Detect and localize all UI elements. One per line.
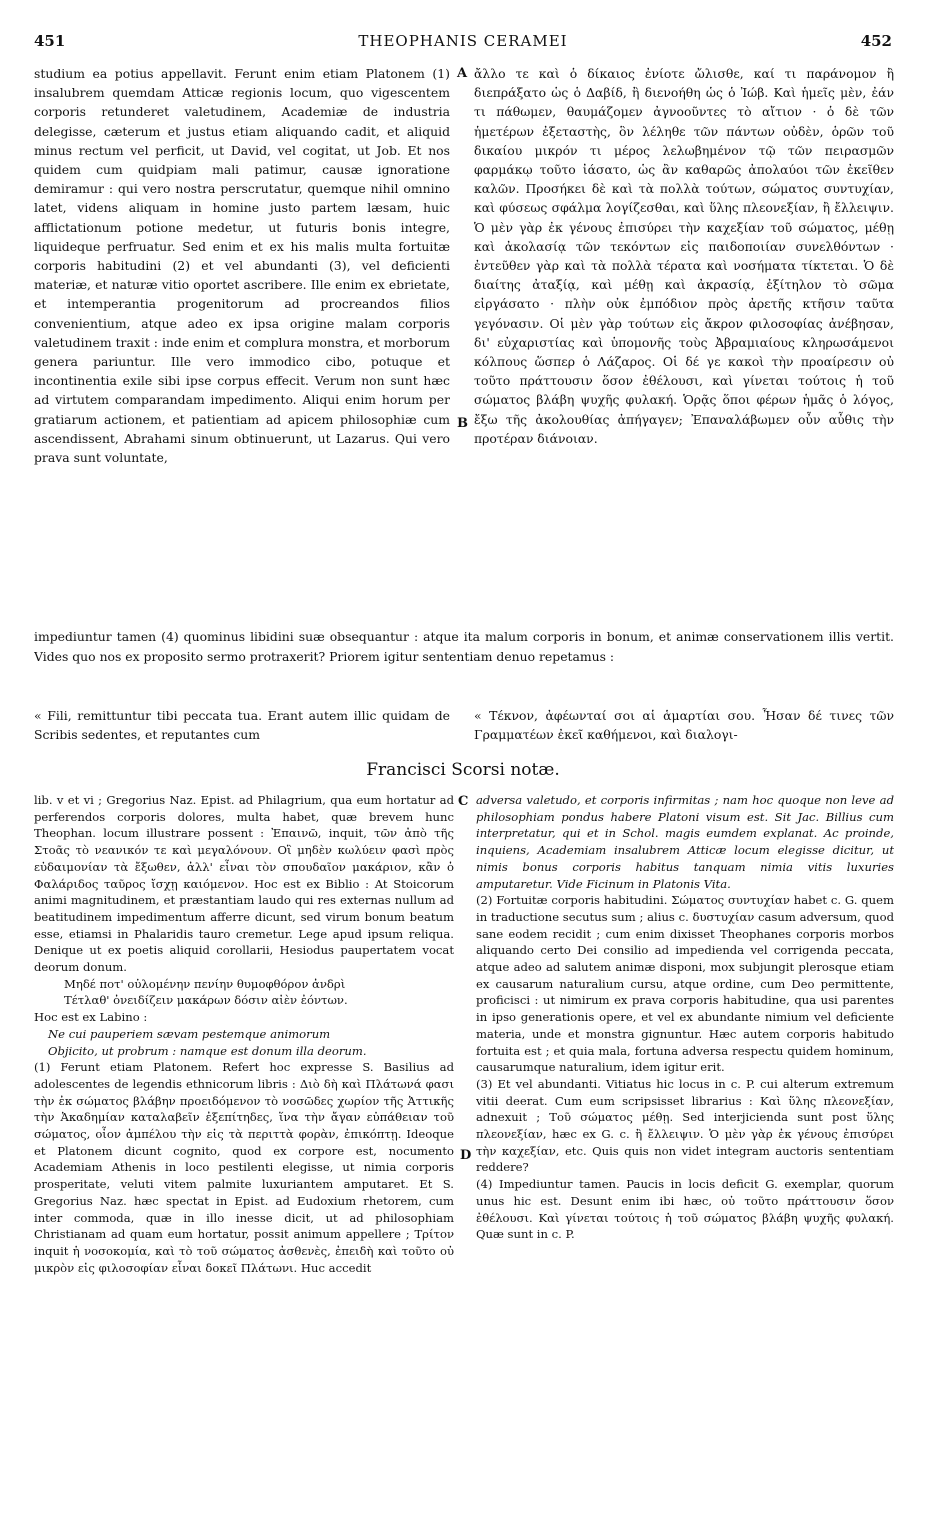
page-number-right: 452 <box>860 32 892 50</box>
page-number-left: 451 <box>34 32 66 50</box>
latin-verse-line: Ne cui pauperiem sævam pestemque animorum <box>48 1026 331 1041</box>
full-width-paragraph: impediuntur tamen (4) quominus libidini suæ obsequantur : atque ita malum corporis in bonum, et animæ conservationem illis vertit. Vides quo nos ex proposito sermo protraxerit? Priorem igitur sententiam denuo repetamus : <box>34 629 894 664</box>
greek-column-top <box>474 64 894 624</box>
note-paragraph: (2) Fortuitæ corporis habitudini. Σώματος συντυχίαν habet c. G. quem in traductione secutus sum ; alius c. δυστυχίαν casum adversum, quod sane eodem recidit ; cum enim dixisset Theophanes corporis morbos aliquando certo Dei consilio ad impedienda vel corrigenda peccata, atque adeo ad salutem animæ disponi, mox subjungit plerosque etiam ex causarum naturalium cursu, atque ordine, cum Deo permittente, proficisci : ut nimirum ex prava corporis habitudine, qua usi parentes in ipso generationis opere, et vel ex abundante nimium vel deficiente materia, unde et monstra gignuntur. Hæc autem corporis habitudo fortuita est ; et quia mala, fortuna adversa respectu quidem hominum, causarumque naturalium, idem igitur erit. <box>476 893 894 1075</box>
notes-heading: Francisci Scorsi notæ. <box>366 760 560 780</box>
section-marker-b: B <box>457 416 468 431</box>
greek-verse-line: Μηδέ ποτ' οὐλομένην πενίην θυμοφθόρον ἀνδρὶ <box>64 976 346 991</box>
notes-left-column <box>34 792 454 1432</box>
greek-column-end <box>474 706 894 754</box>
latin-quote: « Fili, remittuntur tibi peccata tua. Erant autem illic quidam de Scribis sedentes, et reputantes cum <box>34 708 450 743</box>
running-header <box>34 32 892 56</box>
greek-paragraph: ἄλλο τε καὶ ὁ δίκαιος ἐνίοτε ὤλισθε, καί τι παράνομον ἢ διεπράξατο ὡς ὁ Δαβίδ, ἢ διενοήθη ὡς ὁ Ἰώβ. Καὶ ἡμεῖς μὲν, ἐάν τι πάθωμεν, θαυμάζομεν ἀγνοοῦντες τὸ αἴτιον · ὁ δὲ τῶν ἡμετέρων ἐξεταστὴς, ὃν λέληθε τῶν πάντων οὐδὲν, ὁρῶν τοῦ δικαίου μικρόν τι μέρος λελωβημένον τῷ τῶν πειρασμῶν φαρμάκῳ τοῦτο ἰάσατο, ὡς ἂν καθαρῶς ἀπολαύοι τῶν ἐκεῖθεν καλῶν. Προσήκει δὲ καὶ τὰ πολλὰ τούτων, σώματος συντυχίαν, καὶ φύσεως σφάλμα λογίζεσθαι, καὶ ὕλης πλεονεξίαν, ἢ ἔλλειψιν. Ὁ μὲν γὰρ ἐκ γένους ἐπισύρει τὴν καχεξίαν τοῦ σώματος, μέθῃ καὶ ἀκολασίᾳ τῶν τεκόντων εἰς παιδοποιίαν συνελθόντων · ἐντεῦθεν γὰρ καὶ τὰ πολλὰ τέρατα καὶ νοσήματα τίκτεται. Ὁ δὲ διαίτης ἀταξίᾳ, καὶ μέθῃ καὶ ἀκρασίᾳ, ἐξίτηλον τὸ σῶμα εἰργάσατο · πλὴν οὐκ ἐμπόδιον πρὸς ἀρετῆς κτῆσιν ταῦτα γεγόνασιν. Οἱ μὲν γὰρ τούτων εἰς ἄκρον φιλοσοφίας ἀνέβησαν, δι' εὐχαριστίας καὶ ὑπομονῆς τοὺς Ἀβραμιαίους κληρωσάμενοι κόλπους ὥσπερ ὁ Λάζαρος. Οἱ δέ γε κακοὶ τὴν προαίρεσιν οὐ τοῦτο πράττουσιν ὅσον ἐθέλουσι, καὶ γίνεται τούτοις ἡ τοῦ σώματος βλάβη ψυχῆς φυλακή. Ὁρᾷς ὅποι φέρων ἡμᾶς ὁ λόγος, ἔξω τῆς ἀκολουθίας ἀπήγαγεν; Ἐπαναλάβωμεν οὖν αὖθις τὴν προτέραν διάνοιαν. <box>474 66 894 446</box>
latin-paragraph: studium ea potius appellavit. Ferunt enim etiam Platonem (1) insalubrem quemdam Atticæ regionis locum, quo vigescentem corporis retunderet valetudinem, Academiæ de industria delegisse, cæterum et justus etiam aliquando cadit, et aliquid minus rectum vel perficit, ut David, vel cogitat, ut Job. Et nos quidem cum quidpiam mali patimur, causæ ignoratione demiramur : qui vero nostra perscrutatur, quemque nihil omnino latet, videns aliquam in homine justo partem læsam, huic afflictationum potione medetur, ut futuris bonis integre, liquideque perfruatur. Sed enim et ex his malis multa fortuitæ corporis habitudini (2) et vel abundanti (3), vel deficienti materiæ, et naturæ vitio oportet ascribere. Ille enim ex ebrietate, et intemperantia progenitorum ad procreandos filios convenientium, atque adeo ex ipsa origine malam corporis valetudinem traxit : inde enim et complura monstra, et morborum genera pariuntur. Ille vero immodico cibo, potuque et incontinentia exile sibi ipse corpus effecit. Verum non sunt hæc ad virtutem comparandam impedimento. Aliqui enim horum per gratiarum actionem, et patientiam ad apicem philosophiæ cum ascendissent, Abrahami sinum obtinuerunt, ut Lazarus. Qui vero prava sunt voluntate, <box>34 66 450 466</box>
section-marker-c: C <box>458 794 469 809</box>
full-width-text <box>34 627 894 709</box>
note-paragraph: adversa valetudo, et corporis infirmitas ; nam hoc quoque non leve ad philosophiam pondus habere Platoni visum est. Sit Jac. Billius cum interpretatur, qui et in Schol. magis eumdem explanat. Ac proinde, inquiens, Academiam insalubrem Atticæ locum elegisse dicitur, ut nimis bonus corporis habitus tanquam nimia vitis luxuries amputaretur. Vide Ficinum in Platonis Vita. <box>476 793 894 891</box>
section-marker-d: D <box>460 1148 472 1163</box>
latin-column-end <box>34 706 450 754</box>
note-paragraph: (3) Et vel abundanti. Vitiatus hic locus in c. P. cui alterum extremum vitii deerat. Cum eum scripsisset librarius : Καὶ ὕλης πλεονεξίαν, adnexuit ; Τοῦ σώματος μέθῃ. Sed interjiciendа sunt post ὕλης πλεονεξίαν, hæc ex G. c. ἢ ἔλλειψιν. Ὁ μὲν γὰρ ἐκ γένους ἐπισύρει τὴν καχεξίαν, etc. Quis quis non videt integram auctoris sententiam reddere? <box>476 1076 894 1175</box>
latin-verse-line: Objicito, ut probrum : namque est donum illa deorum. <box>48 1043 367 1058</box>
latin-column-top <box>34 64 450 642</box>
note-paragraph: lib. v et vi ; Gregorius Naz. Epist. ad Philagrium, qua eum hortatur ad perferendos corporis dolores, multa habet, quæ brevem hunc Theophan. locum illustrare possent : Ἐπαινῶ, inquit, τῶν ἀπὸ τῆς Στοᾶς τὸ νεανικόν τε καὶ μεγαλόνουν. Οἳ μηδὲν κωλύειν φασὶ πρὸς εὐδαιμονίαν τὰ ἔξωθεν, ἀλλ' εἶναι τὸν σπουδαῖον μακάριον, κἂν ὁ Φαλάριδος ταῦρος ἴσχῃ καιόμενον. Hoc est ex Biblio : At Stoicorum animi magnitudinem, et præstantiam laudo qui res externas nullum ad beatitudinem impedimentum afferre dicunt, sed virum bonum beatum esse, etiamsi in Phalaridis tauro cremetur. Lege apud ipsum reliqua. Denique ut ex poetis aliquid corollarii, Hesiodus paupertatem vocat deorum donum. <box>34 793 454 975</box>
note-paragraph: (4) Impediuntur tamen. Paucis in locis deficit G. exemplar, quorum unus hic est. Desunt enim ibi hæc, οὐ τοῦτο πράττουσιν ὅσον ἐθέλουσι. Καὶ γίνεται τούτοις ἡ τοῦ σώματος βλάβη ψυχῆς φυλακή. Quæ sunt in c. P. <box>476 1177 894 1242</box>
greek-quote: « Τέκνον, ἀφέωνταί σοι αἱ ἁμαρτίαι σου. Ἦσαν δέ τινες τῶν Γραμματέων ἐκεῖ καθήμενοι, καὶ διαλογι- <box>474 708 894 743</box>
greek-verse-line: Τέτλαθ' ὀνειδίζειν μακάρων δόσιν αἰὲν ἐόντων. <box>64 993 348 1008</box>
note-paragraph: Hoc est ex Labino : <box>34 1010 148 1025</box>
note-paragraph: (1) Ferunt etiam Platonem. Refert hoc expresse S. Basilius ad adolescentes de legendis ethnicorum libris : Διὸ δὴ καὶ Πλάτωνά φασι τὴν ἐκ σώματος βλάβην προειδόμενον τὸ νοσῶδες χωρίον τῆς Ἀττικῆς τὴν Ἀκαδημίαν καταλαβεῖν ἐξεπίτηδες, ἵνα τὴν ἄγαν εὐπάθειαν τοῦ σώματος, οἷον ἀμπέλου τὴν εἰς τὰ περιττὰ φορὰν, ἐπικόπτῃ. Ideoque et Platonem dicunt cognito, quod ex corpore est, nocumento Academiam Athenis in loco pestilenti elegisse, ut nimia corporis prosperitate, veluti vitem palmite luxuriantem amputaret. Et S. Gregorius Naz. hæc spectat in Epist. ad Eudoxium rhetorem, cum inter commoda, quæ in illo inesse dicit, ut ad philosophiam Christianam ad quam eum hortatur, possit animum appellere ; Τρίτον inquit ἡ νοσοκομία, καὶ τὸ τοῦ σώματος ἀσθενὲς, ἐπειδὴ καὶ τοῦτο οὐ μικρὸν εἰς φιλοσοφίαν εἶναι δοκεῖ Πλάτωνι. Huc accedit <box>34 1060 454 1275</box>
notes-right-column <box>476 792 894 1432</box>
section-marker-a: A <box>457 66 468 81</box>
running-title: THEOPHANIS CERAMEI <box>358 32 568 50</box>
